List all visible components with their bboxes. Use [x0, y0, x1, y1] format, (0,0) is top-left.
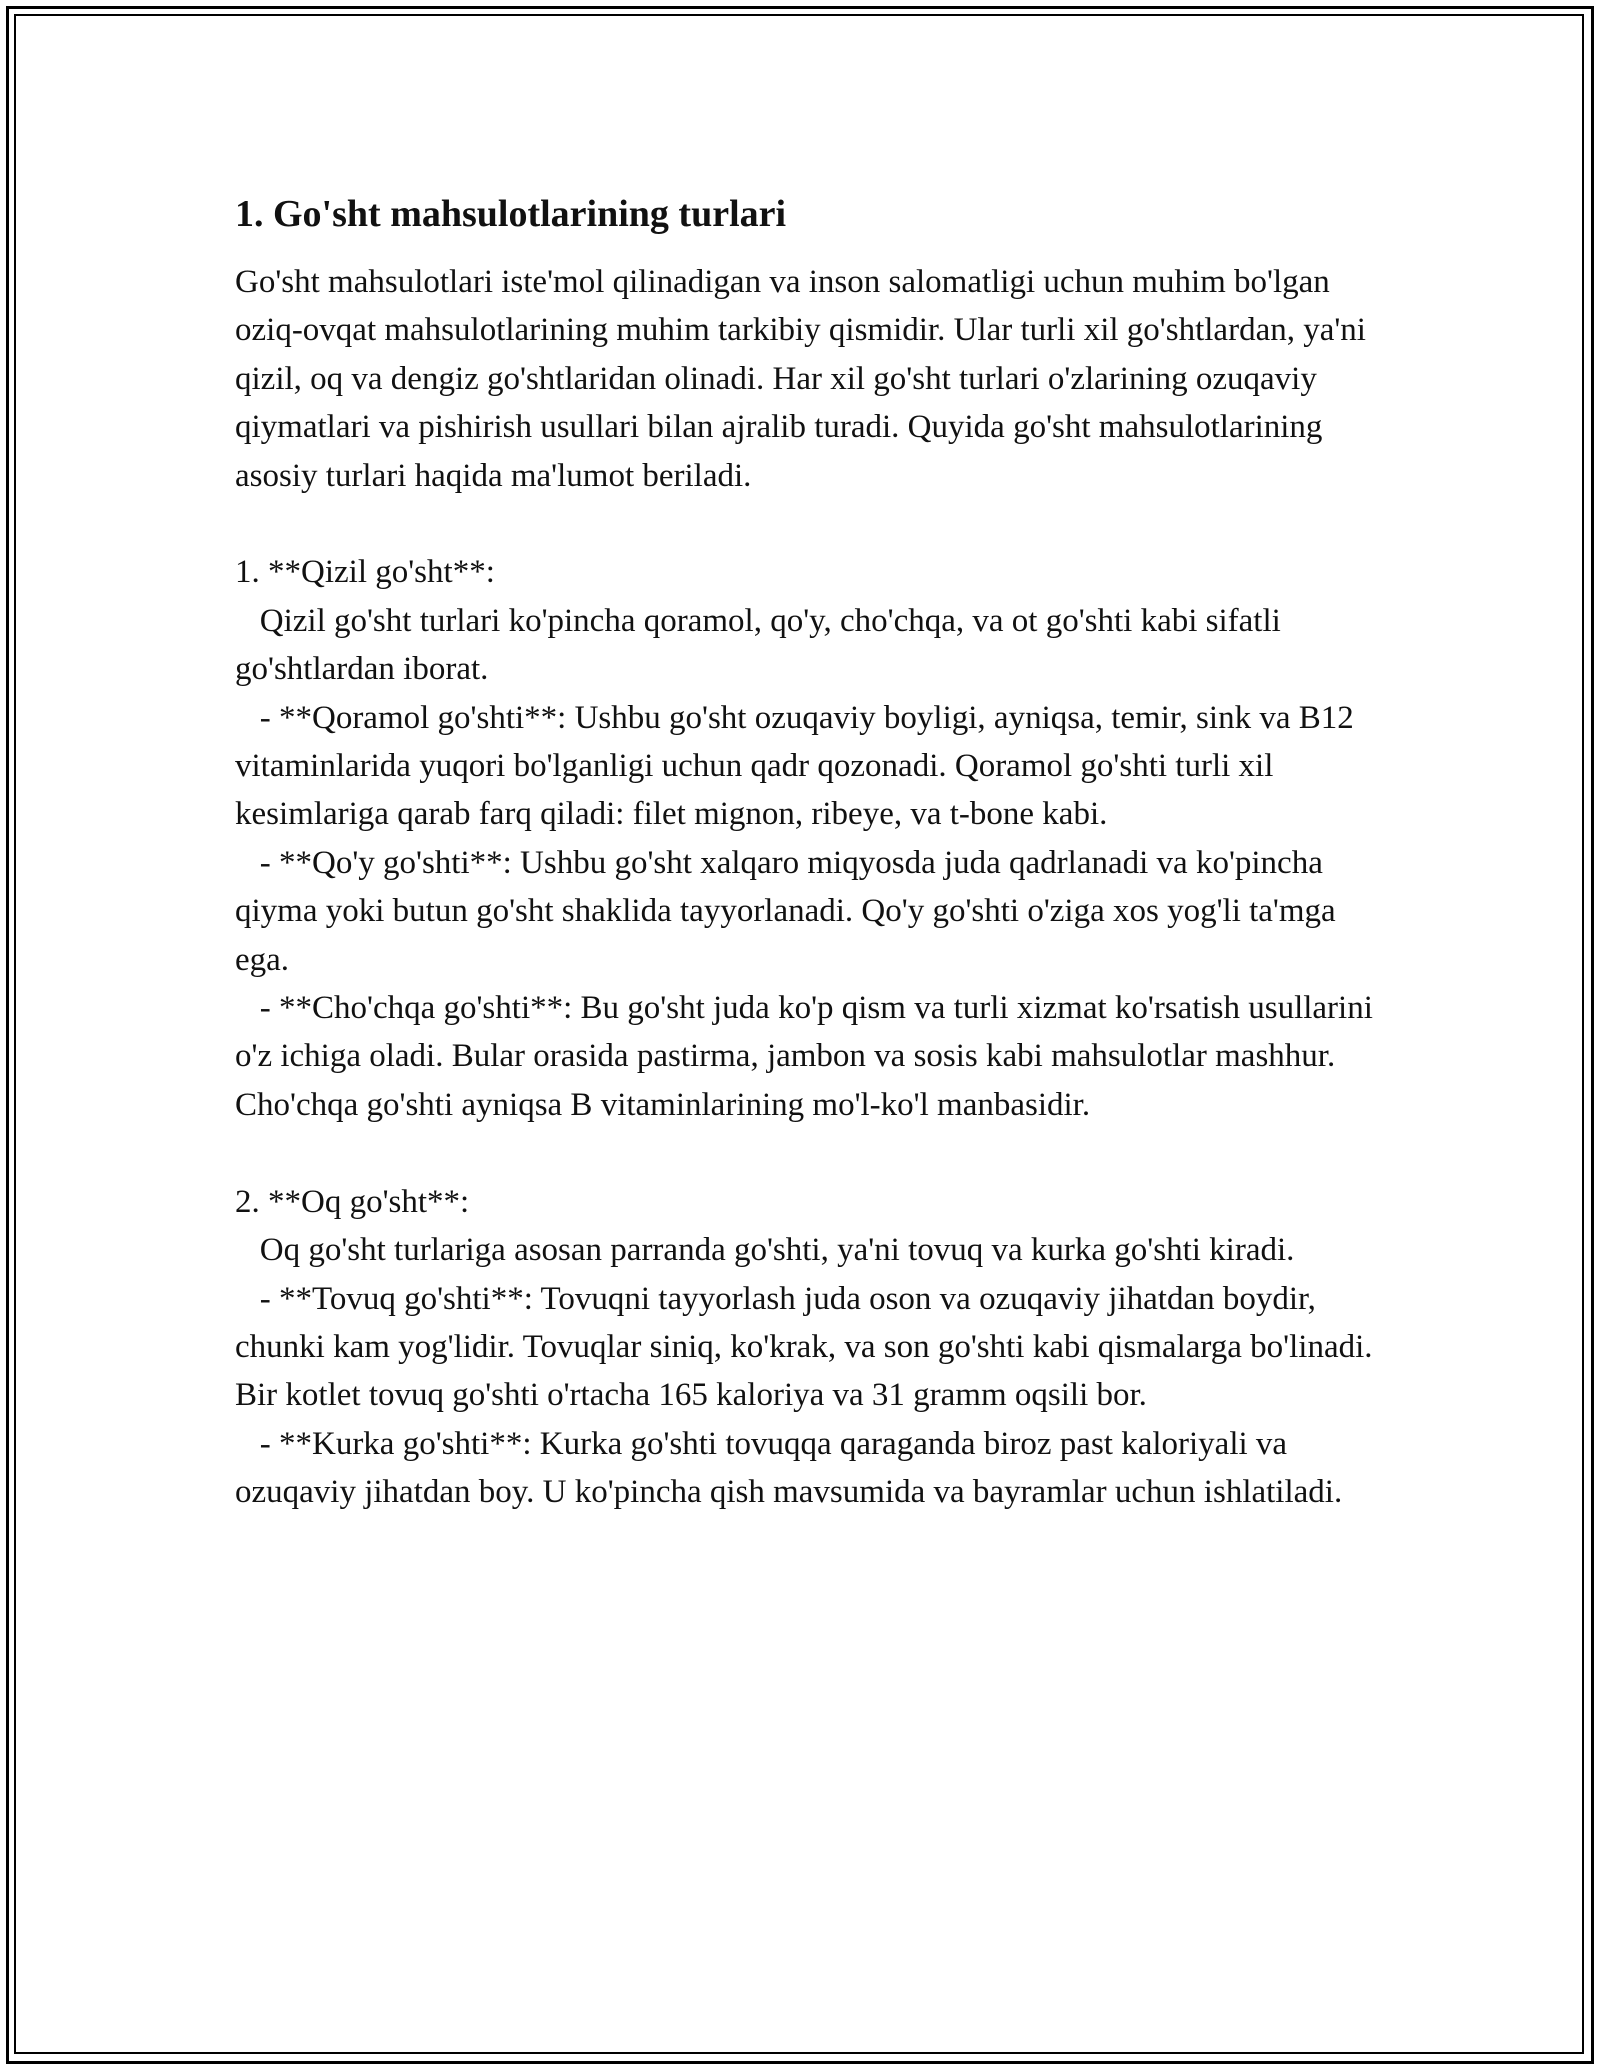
list-item-beef: - **Qoramol go'shti**: Ushbu go'sht ozuqaviy boyligi, ayniqsa, temir, sink va B12 vitaminlarida yuqori bo'lganligi uchun qadr qozonadi. Qoramol go'shti turli xil kesimlariga qarab farq qiladi: filet mignon, ribeye, va t-bone kabi.: [235, 699, 1362, 833]
paragraph-spacer: [235, 500, 1385, 548]
intro-paragraph: Go'sht mahsulotlari iste'mol qilinadigan va inson salomatligi uchun muhim bo'lgan oziq-ovqat mahsulotlarining muhim tarkibiy qismidir. Ular turli xil go'shtlardan, ya'ni qizil, oq va dengiz go'shtlaridan olinadi. Har xil go'sht turlari o'zlarining ozuqaviy qiymatlari va pishirish usullari bilan ajralib turadi. Quyida go'sht mahsulotlarining asosiy turlari haqida ma'lumot beriladi.: [235, 264, 1375, 494]
list-item-chicken: - **Tovuq go'shti**: Tovuqni tayyorlash juda oson va ozuqaviy jihatdan boydir, chunki kam yog'lidir. Tovuqlar siniq, ko'krak, va son go'shti kabi qismalarga bo'linadi. Bir kotlet tovuq go'shti o'rtacha 165 kaloriya va 31 gramm oqsili bor.: [235, 1280, 1381, 1414]
section-lead-white-meat: Oq go'sht turlariga asosan parranda go'shti, ya'ni tovuq va kurka go'shti kiradi.: [235, 1232, 1295, 1269]
section-heading-white-meat: 2. **Oq go'sht**:: [235, 1183, 470, 1220]
list-item-pork: - **Cho'chqa go'shti**: Bu go'sht juda ko'p qism va turli xizmat ko'rsatish usullarini o'z ichiga oladi. Bular orasida pastirma, jambon va sosis kabi mahsulotlar mashhur. Cho'chqa go'shti ayniqsa B vitaminlarining mo'l-ko'l manbasidir.: [235, 990, 1382, 1123]
list-item-turkey: - **Kurka go'shti**: Kurka go'shti tovuqqa qaraganda biroz past kaloriyali va ozuqaviy jihatdan boy. U ko'pincha qish mavsumida va bayramlar uchun ishlatiladi.: [235, 1425, 1343, 1511]
document-body: [235, 188, 1385, 1517]
section-lead-red-meat: Qizil go'sht turlari ko'pincha qoramol, qo'y, cho'chqa, va ot go'shti kabi sifatli go'shtlardan iborat.: [235, 602, 1290, 688]
section-heading-red-meat: 1. **Qizil go'sht**:: [235, 554, 495, 591]
page-title: 1. Go'sht mahsulotlarining turlari: [235, 193, 787, 235]
list-item-lamb: - **Qo'y go'shti**: Ushbu go'sht xalqaro miqyosda juda qadrlanadi va ko'pincha qiyma yoki butun go'sht shaklida tayyorlanadi. Qo'y go'shti o'ziga xos yog'li ta'mga ega.: [235, 844, 1344, 978]
paragraph-spacer: [235, 1129, 1385, 1177]
